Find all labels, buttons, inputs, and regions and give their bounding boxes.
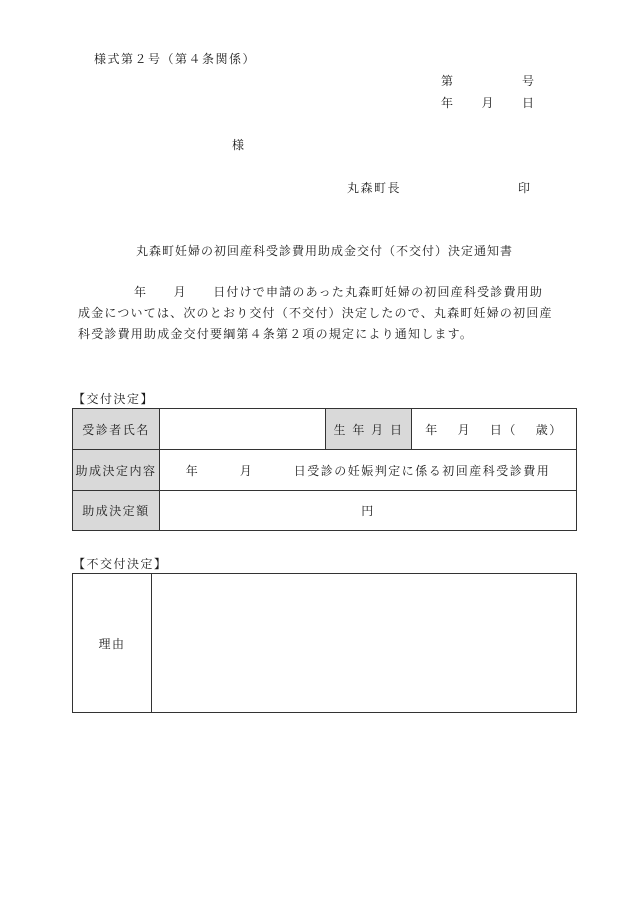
grant-section-heading: 【交付決定】 [73, 392, 155, 406]
seal-mark: 印 [518, 181, 532, 195]
content-label: 助成決定内容 [73, 450, 160, 491]
amount-label: 助成決定額 [73, 491, 160, 531]
body-paragraph [78, 282, 590, 345]
reason-label: 理由 [73, 574, 152, 713]
addressee-honorific: 様 [232, 138, 246, 152]
birthdate-label: 生 年 月 日 [326, 409, 412, 450]
table-row [73, 491, 577, 531]
document-title: 丸森町妊婦の初回産科受診費用助成金交付（不交付）決定通知書 [136, 244, 514, 258]
document-number: 第 号 [441, 74, 536, 88]
content-value: 年 月 日受診の妊娠判定に係る初回産科受診費用 [160, 450, 577, 491]
body-line-2: 成金については、次のとおり交付（不交付）決定したので、丸森町妊婦の初回産 [78, 306, 553, 320]
amount-value: 円 [160, 491, 577, 531]
form-number: 様式第２号（第４条関係） [94, 52, 257, 66]
reason-value [152, 574, 577, 713]
patient-name-label: 受診者氏名 [73, 409, 160, 450]
table-row [73, 574, 577, 713]
table-row [73, 409, 577, 450]
nongrant-section-heading: 【不交付決定】 [73, 557, 168, 571]
nongrant-table [72, 573, 577, 713]
patient-name-value [160, 409, 326, 450]
body-line-1: 年 月 日付けで申請のあった丸森町妊婦の初回産科受診費用助 [134, 285, 544, 299]
sender-name: 丸森町長 [347, 181, 402, 195]
body-line-3: 科受診費用助成金交付要綱第４条第２項の規定により通知します。 [78, 327, 474, 341]
issue-date: 年 月 日 [441, 96, 536, 110]
table-row [73, 450, 577, 491]
birthdate-value: 年 月 日（ 歳） [412, 409, 577, 450]
grant-table [72, 408, 577, 531]
